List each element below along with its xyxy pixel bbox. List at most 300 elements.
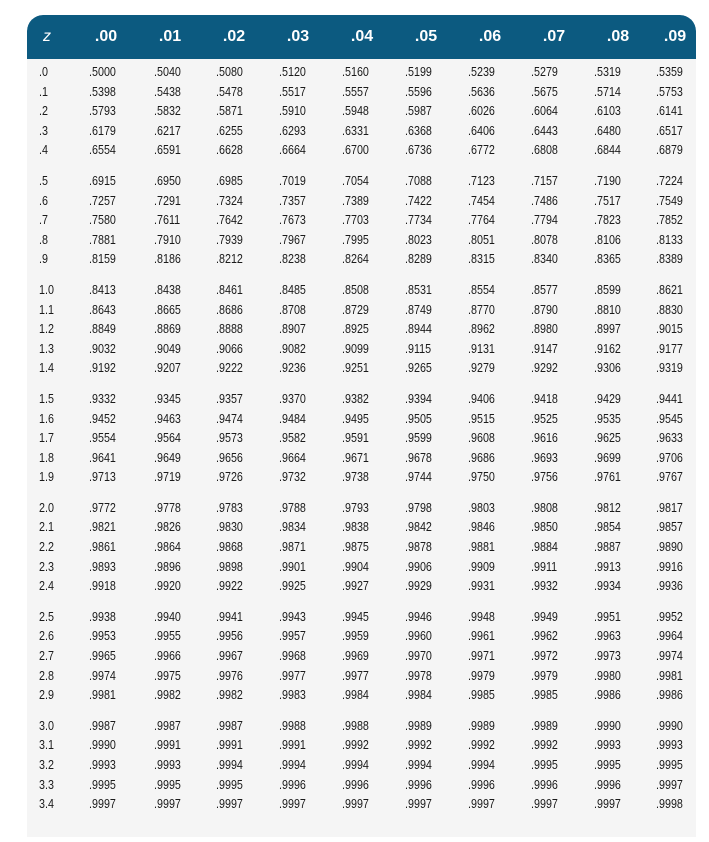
z-value: .2 bbox=[39, 104, 48, 119]
header-col: .09 bbox=[663, 28, 687, 45]
probability-cell: .9997 bbox=[656, 777, 683, 792]
probability-cell: .5359 bbox=[656, 65, 683, 79]
probability-cell: .9974 bbox=[89, 668, 116, 683]
probability-cell: .9991 bbox=[279, 738, 306, 753]
probability-cell: .8790 bbox=[531, 302, 558, 317]
probability-cell: .5636 bbox=[468, 84, 495, 99]
header-col: .01 bbox=[158, 28, 182, 45]
header-z: z bbox=[43, 28, 51, 45]
probability-cell: .8770 bbox=[468, 302, 495, 317]
table-row bbox=[27, 756, 696, 776]
probability-cell: .8962 bbox=[468, 322, 495, 337]
probability-cell: .9887 bbox=[594, 540, 621, 555]
table-row bbox=[27, 795, 696, 815]
probability-cell: .9968 bbox=[279, 649, 306, 664]
probability-cell: .9976 bbox=[216, 668, 243, 683]
probability-cell: .9306 bbox=[594, 361, 621, 376]
table-row bbox=[27, 776, 696, 796]
table-header bbox=[27, 15, 696, 59]
probability-cell: .5279 bbox=[531, 65, 558, 79]
probability-cell: .8925 bbox=[342, 322, 369, 337]
probability-cell: .9772 bbox=[89, 500, 116, 515]
z-value: 2.3 bbox=[39, 559, 54, 574]
probability-cell: .9429 bbox=[594, 391, 621, 406]
probability-cell: .9973 bbox=[594, 649, 621, 664]
probability-cell: .9981 bbox=[89, 688, 116, 703]
probability-cell: .9505 bbox=[405, 411, 432, 426]
z-value: 2.8 bbox=[39, 668, 54, 683]
probability-cell: .9292 bbox=[531, 361, 558, 376]
probability-cell: .8023 bbox=[405, 232, 432, 247]
probability-cell: .6700 bbox=[342, 143, 369, 158]
probability-cell: .9981 bbox=[656, 668, 683, 683]
probability-cell: .9463 bbox=[154, 411, 181, 426]
probability-cell: .9884 bbox=[531, 540, 558, 555]
probability-cell: .9573 bbox=[216, 431, 243, 446]
probability-cell: .8485 bbox=[279, 282, 306, 297]
probability-cell: .5675 bbox=[531, 84, 558, 99]
probability-cell: .9994 bbox=[342, 758, 369, 772]
probability-cell: .7088 bbox=[405, 173, 432, 188]
probability-cell: .7291 bbox=[154, 193, 181, 208]
probability-cell: .9925 bbox=[279, 579, 306, 594]
probability-cell: .5478 bbox=[216, 84, 243, 99]
probability-cell: .7389 bbox=[342, 193, 369, 208]
probability-cell: .9929 bbox=[405, 579, 432, 594]
probability-cell: .9922 bbox=[216, 579, 243, 594]
probability-cell: .5714 bbox=[594, 84, 621, 99]
probability-cell: .9452 bbox=[89, 411, 116, 426]
probability-cell: .7517 bbox=[594, 193, 621, 208]
probability-cell: .9997 bbox=[216, 797, 243, 812]
probability-cell: .8212 bbox=[216, 252, 243, 267]
probability-cell: .8997 bbox=[594, 322, 621, 337]
probability-cell: .5871 bbox=[216, 104, 243, 119]
probability-cell: .7703 bbox=[342, 213, 369, 228]
probability-cell: .9982 bbox=[154, 688, 181, 703]
probability-cell: .5080 bbox=[216, 65, 243, 79]
probability-cell: .9938 bbox=[89, 609, 116, 624]
probability-cell: .9996 bbox=[531, 777, 558, 792]
probability-cell: .9943 bbox=[279, 609, 306, 624]
probability-cell: .8888 bbox=[216, 322, 243, 337]
probability-cell: .7967 bbox=[279, 232, 306, 247]
probability-cell: .9649 bbox=[154, 450, 181, 465]
probability-cell: .9995 bbox=[594, 758, 621, 772]
probability-cell: .6103 bbox=[594, 104, 621, 119]
probability-cell: .9918 bbox=[89, 579, 116, 594]
probability-cell: .9906 bbox=[405, 559, 432, 574]
probability-cell: .7881 bbox=[89, 232, 116, 247]
probability-cell: .9719 bbox=[154, 470, 181, 485]
probability-cell: .8078 bbox=[531, 232, 558, 247]
header-col: .04 bbox=[350, 28, 374, 45]
probability-cell: .9015 bbox=[656, 322, 683, 337]
probability-cell: .9515 bbox=[468, 411, 495, 426]
probability-cell: .9904 bbox=[342, 559, 369, 574]
z-value: 2.5 bbox=[39, 609, 54, 624]
table-row bbox=[27, 250, 696, 270]
probability-cell: .9992 bbox=[405, 738, 432, 753]
probability-cell: .9713 bbox=[89, 470, 116, 485]
probability-cell: .9967 bbox=[216, 649, 243, 664]
table-row bbox=[27, 231, 696, 251]
probability-cell: .9817 bbox=[656, 500, 683, 515]
probability-cell: .9382 bbox=[342, 391, 369, 406]
probability-cell: .7054 bbox=[342, 173, 369, 188]
probability-cell: .9995 bbox=[89, 777, 116, 792]
probability-cell: .8389 bbox=[656, 252, 683, 267]
probability-cell: .8665 bbox=[154, 302, 181, 317]
probability-cell: .9989 bbox=[405, 718, 432, 733]
z-value: 2.7 bbox=[39, 649, 54, 664]
probability-cell: .9898 bbox=[216, 559, 243, 574]
probability-cell: .9953 bbox=[89, 629, 116, 644]
probability-cell: .9535 bbox=[594, 411, 621, 426]
probability-cell: .9265 bbox=[405, 361, 432, 376]
probability-cell: .9279 bbox=[468, 361, 495, 376]
probability-cell: .7123 bbox=[468, 173, 495, 188]
table-row bbox=[27, 192, 696, 212]
probability-cell: .9608 bbox=[468, 431, 495, 446]
probability-cell: .7486 bbox=[531, 193, 558, 208]
probability-cell: .9881 bbox=[468, 540, 495, 555]
probability-cell: .9864 bbox=[154, 540, 181, 555]
probability-cell: .9761 bbox=[594, 470, 621, 485]
probability-cell: .9706 bbox=[656, 450, 683, 465]
z-value: 1.5 bbox=[39, 391, 54, 406]
row-group bbox=[27, 390, 696, 488]
z-value: .5 bbox=[39, 173, 48, 188]
probability-cell: .9978 bbox=[405, 668, 432, 683]
probability-cell: .9989 bbox=[468, 718, 495, 733]
probability-cell: .9936 bbox=[656, 579, 683, 594]
z-value: 2.1 bbox=[39, 520, 54, 535]
z-value: 3.0 bbox=[39, 718, 54, 733]
probability-cell: .9192 bbox=[89, 361, 116, 376]
probability-cell: .9995 bbox=[656, 758, 683, 772]
probability-cell: .9554 bbox=[89, 431, 116, 446]
probability-cell: .9959 bbox=[342, 629, 369, 644]
probability-cell: .8577 bbox=[531, 282, 558, 297]
probability-cell: .6026 bbox=[468, 104, 495, 119]
probability-cell: .9995 bbox=[531, 758, 558, 772]
table-row bbox=[27, 647, 696, 667]
z-value: 3.1 bbox=[39, 738, 54, 753]
probability-cell: .5753 bbox=[656, 84, 683, 99]
table-row bbox=[27, 320, 696, 340]
probability-cell: .6844 bbox=[594, 143, 621, 158]
probability-cell: .9995 bbox=[216, 777, 243, 792]
probability-cell: .6628 bbox=[216, 143, 243, 158]
probability-cell: .8315 bbox=[468, 252, 495, 267]
probability-cell: .6985 bbox=[216, 173, 243, 188]
probability-cell: .8413 bbox=[89, 282, 116, 297]
probability-cell: .9793 bbox=[342, 500, 369, 515]
probability-cell: .9932 bbox=[531, 579, 558, 594]
table-row bbox=[27, 141, 696, 161]
probability-cell: .9693 bbox=[531, 450, 558, 465]
probability-cell: .7257 bbox=[89, 193, 116, 208]
probability-cell: .9236 bbox=[279, 361, 306, 376]
probability-cell: .9962 bbox=[531, 629, 558, 644]
probability-cell: .9664 bbox=[279, 450, 306, 465]
probability-cell: .5517 bbox=[279, 84, 306, 99]
probability-cell: .9946 bbox=[405, 609, 432, 624]
probability-cell: .9545 bbox=[656, 411, 683, 426]
probability-cell: .9996 bbox=[342, 777, 369, 792]
probability-cell: .7611 bbox=[154, 213, 181, 228]
table-row bbox=[27, 558, 696, 578]
probability-cell: .9699 bbox=[594, 450, 621, 465]
probability-cell: .6141 bbox=[656, 104, 683, 119]
probability-cell: .9985 bbox=[531, 688, 558, 703]
probability-cell: .9948 bbox=[468, 609, 495, 624]
table-row bbox=[27, 667, 696, 687]
probability-cell: .9162 bbox=[594, 341, 621, 356]
table-row bbox=[27, 608, 696, 628]
probability-cell: .9319 bbox=[656, 361, 683, 376]
probability-cell: .7852 bbox=[656, 213, 683, 228]
probability-cell: .9941 bbox=[216, 609, 243, 624]
probability-cell: .9972 bbox=[531, 649, 558, 664]
probability-cell: .9996 bbox=[279, 777, 306, 792]
probability-cell: .9957 bbox=[279, 629, 306, 644]
probability-cell: .9987 bbox=[216, 718, 243, 733]
probability-cell: .9952 bbox=[656, 609, 683, 624]
probability-cell: .9997 bbox=[342, 797, 369, 812]
table-row bbox=[27, 63, 696, 83]
probability-cell: .9996 bbox=[405, 777, 432, 792]
z-value: 1.0 bbox=[39, 282, 54, 297]
probability-cell: .9990 bbox=[656, 718, 683, 733]
probability-cell: .8643 bbox=[89, 302, 116, 317]
probability-cell: .9633 bbox=[656, 431, 683, 446]
z-value: 1.1 bbox=[39, 302, 54, 317]
header-col: .05 bbox=[414, 28, 438, 45]
probability-cell: .7324 bbox=[216, 193, 243, 208]
probability-cell: .9812 bbox=[594, 500, 621, 515]
row-group bbox=[27, 717, 696, 815]
probability-cell: .9332 bbox=[89, 391, 116, 406]
probability-cell: .8830 bbox=[656, 302, 683, 317]
probability-cell: .7939 bbox=[216, 232, 243, 247]
probability-cell: .9980 bbox=[594, 668, 621, 683]
table-row bbox=[27, 359, 696, 379]
probability-cell: .8869 bbox=[154, 322, 181, 337]
probability-cell: .9994 bbox=[468, 758, 495, 772]
probability-cell: .9625 bbox=[594, 431, 621, 446]
table-row bbox=[27, 627, 696, 647]
header-col: .06 bbox=[478, 28, 502, 45]
probability-cell: .9878 bbox=[405, 540, 432, 555]
table-row bbox=[27, 211, 696, 231]
probability-cell: .7224 bbox=[656, 173, 683, 188]
probability-cell: .7190 bbox=[594, 173, 621, 188]
probability-cell: .9965 bbox=[89, 649, 116, 664]
probability-cell: .7642 bbox=[216, 213, 243, 228]
probability-cell: .9994 bbox=[405, 758, 432, 772]
probability-cell: .9979 bbox=[531, 668, 558, 683]
header-col: .08 bbox=[606, 28, 630, 45]
probability-cell: .7910 bbox=[154, 232, 181, 247]
probability-cell: .9564 bbox=[154, 431, 181, 446]
probability-cell: .9997 bbox=[89, 797, 116, 812]
probability-cell: .9394 bbox=[405, 391, 432, 406]
probability-cell: .9656 bbox=[216, 450, 243, 465]
row-group bbox=[27, 281, 696, 379]
probability-cell: .9987 bbox=[154, 718, 181, 733]
probability-cell: .9671 bbox=[342, 450, 369, 465]
probability-cell: .9986 bbox=[656, 688, 683, 703]
probability-cell: .9896 bbox=[154, 559, 181, 574]
probability-cell: .5438 bbox=[154, 84, 181, 99]
probability-cell: .9808 bbox=[531, 500, 558, 515]
probability-cell: .5398 bbox=[89, 84, 116, 99]
probability-cell: .8289 bbox=[405, 252, 432, 267]
probability-cell: .8599 bbox=[594, 282, 621, 297]
table-row bbox=[27, 122, 696, 142]
probability-cell: .9997 bbox=[405, 797, 432, 812]
probability-cell: .9826 bbox=[154, 520, 181, 535]
probability-cell: .9207 bbox=[154, 361, 181, 376]
probability-cell: .8438 bbox=[154, 282, 181, 297]
probability-cell: .5000 bbox=[89, 65, 116, 79]
probability-cell: .9750 bbox=[468, 470, 495, 485]
probability-cell: .8708 bbox=[279, 302, 306, 317]
probability-cell: .9441 bbox=[656, 391, 683, 406]
probability-cell: .9803 bbox=[468, 500, 495, 515]
probability-cell: .9988 bbox=[342, 718, 369, 733]
probability-cell: .9066 bbox=[216, 341, 243, 356]
probability-cell: .9738 bbox=[342, 470, 369, 485]
probability-cell: .8264 bbox=[342, 252, 369, 267]
probability-cell: .8686 bbox=[216, 302, 243, 317]
probability-cell: .9986 bbox=[594, 688, 621, 703]
probability-cell: .9997 bbox=[531, 797, 558, 812]
probability-cell: .9418 bbox=[531, 391, 558, 406]
z-value: 2.4 bbox=[39, 579, 54, 594]
probability-cell: .9993 bbox=[89, 758, 116, 772]
z-value: .6 bbox=[39, 193, 48, 208]
probability-cell: .8621 bbox=[656, 282, 683, 297]
probability-cell: .7580 bbox=[89, 213, 116, 228]
probability-cell: .6554 bbox=[89, 143, 116, 158]
probability-cell: .9949 bbox=[531, 609, 558, 624]
probability-cell: .6331 bbox=[342, 123, 369, 138]
probability-cell: .8849 bbox=[89, 322, 116, 337]
row-group bbox=[27, 499, 696, 597]
probability-cell: .9495 bbox=[342, 411, 369, 426]
probability-cell: .9834 bbox=[279, 520, 306, 535]
probability-cell: .8810 bbox=[594, 302, 621, 317]
probability-cell: .9778 bbox=[154, 500, 181, 515]
probability-cell: .6255 bbox=[216, 123, 243, 138]
probability-cell: .9966 bbox=[154, 649, 181, 664]
probability-cell: .6179 bbox=[89, 123, 116, 138]
probability-cell: .9987 bbox=[89, 718, 116, 733]
z-value: 1.7 bbox=[39, 431, 54, 446]
probability-cell: .9990 bbox=[594, 718, 621, 733]
table-row bbox=[27, 172, 696, 192]
table-row bbox=[27, 499, 696, 519]
probability-cell: .9934 bbox=[594, 579, 621, 594]
probability-cell: .6664 bbox=[279, 143, 306, 158]
probability-cell: .9996 bbox=[468, 777, 495, 792]
probability-cell: .9830 bbox=[216, 520, 243, 535]
probability-cell: .9641 bbox=[89, 450, 116, 465]
probability-cell: .9868 bbox=[216, 540, 243, 555]
probability-cell: .9971 bbox=[468, 649, 495, 664]
probability-cell: .9909 bbox=[468, 559, 495, 574]
probability-cell: .6293 bbox=[279, 123, 306, 138]
probability-cell: .9970 bbox=[405, 649, 432, 664]
probability-cell: .9977 bbox=[279, 668, 306, 683]
probability-cell: .6064 bbox=[531, 104, 558, 119]
probability-cell: .9049 bbox=[154, 341, 181, 356]
table-row bbox=[27, 102, 696, 122]
z-value: 1.8 bbox=[39, 450, 54, 465]
probability-cell: .9990 bbox=[89, 738, 116, 753]
header-col: .07 bbox=[542, 28, 566, 45]
probability-cell: .9846 bbox=[468, 520, 495, 535]
probability-cell: .9984 bbox=[405, 688, 432, 703]
probability-cell: .9997 bbox=[594, 797, 621, 812]
z-value: 2.6 bbox=[39, 629, 54, 644]
probability-cell: .5793 bbox=[89, 104, 116, 119]
probability-cell: .9901 bbox=[279, 559, 306, 574]
z-value: 1.2 bbox=[39, 322, 54, 337]
table-row bbox=[27, 538, 696, 558]
z-value: .4 bbox=[39, 143, 48, 158]
probability-cell: .9251 bbox=[342, 361, 369, 376]
probability-cell: .9927 bbox=[342, 579, 369, 594]
probability-cell: .9913 bbox=[594, 559, 621, 574]
probability-cell: .9082 bbox=[279, 341, 306, 356]
probability-cell: .6879 bbox=[656, 143, 683, 158]
z-value: 2.9 bbox=[39, 688, 54, 703]
probability-cell: .7357 bbox=[279, 193, 306, 208]
probability-cell: .9798 bbox=[405, 500, 432, 515]
probability-cell: .7823 bbox=[594, 213, 621, 228]
probability-cell: .9993 bbox=[594, 738, 621, 753]
table-row bbox=[27, 736, 696, 756]
probability-cell: .6808 bbox=[531, 143, 558, 158]
z-value: .1 bbox=[39, 84, 48, 99]
z-value: 2.0 bbox=[39, 500, 54, 515]
probability-cell: .6406 bbox=[468, 123, 495, 138]
probability-cell: .5832 bbox=[154, 104, 181, 119]
probability-cell: .9222 bbox=[216, 361, 243, 376]
table-row bbox=[27, 390, 696, 410]
probability-cell: .5910 bbox=[279, 104, 306, 119]
probability-cell: .9993 bbox=[154, 758, 181, 772]
probability-cell: .9582 bbox=[279, 431, 306, 446]
probability-cell: .6772 bbox=[468, 143, 495, 158]
probability-cell: .8186 bbox=[154, 252, 181, 267]
z-value: 1.4 bbox=[39, 361, 54, 376]
probability-cell: .9992 bbox=[468, 738, 495, 753]
probability-cell: .5120 bbox=[279, 65, 306, 79]
probability-cell: .8749 bbox=[405, 302, 432, 317]
probability-cell: .9956 bbox=[216, 629, 243, 644]
probability-cell: .9406 bbox=[468, 391, 495, 406]
probability-cell: .9994 bbox=[279, 758, 306, 772]
probability-cell: .9964 bbox=[656, 629, 683, 644]
probability-cell: .9961 bbox=[468, 629, 495, 644]
z-value: 3.2 bbox=[39, 758, 54, 772]
probability-cell: .9525 bbox=[531, 411, 558, 426]
